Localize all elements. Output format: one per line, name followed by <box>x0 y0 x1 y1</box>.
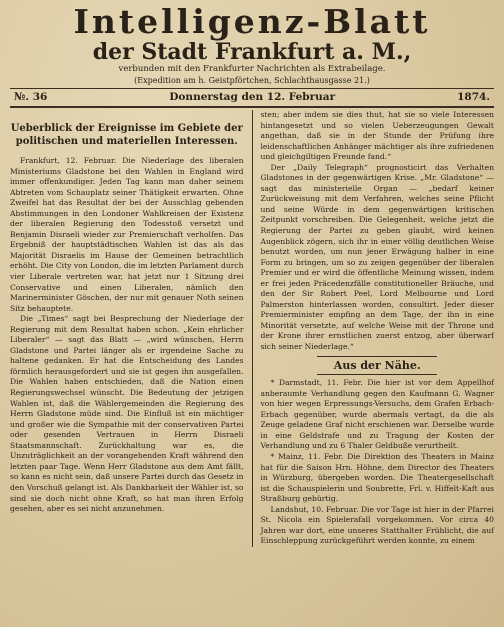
masthead-affiliation: verbunden mit den Frankfurter Nachrichten als Extrabeilage. <box>118 64 386 74</box>
issue-date: Donnerstag den 12. Februar <box>169 91 336 103</box>
article-paragraph: Frankfurt, 12. Februar. Die Niederlage des liberalen Ministeriums Gladstone bei den Wahlen in England wird immer offenkundiger. Jeden Tag kann man daher seinem Abtreten vom Schauplatz seiner Thätigkeit erwarten. Ohne Zweifel hat das Resultat der bei der Ausschlag gebenden Abstimmungen in den Londoner Wahlkreisen der Existenz der liberalen Regierung den Todesstoß versetzt und Benjamin Disraeli wieder zur Premierschaft verholfen. Das Ergebniß der hauptstädtischen Wahlen ist das als das Majorität Disraelis im Hause der Gemeinen betrachtlich erhöht. Die City von London, die im letzten Parlament durch vier Liberale vertreten war, hat jetzt nur 1 Sitzung drei Conservative und einen Liberalen, nämlich den Marinerminister Göschen, der nur mit genauer Noth seinen Sitz behauptete. <box>10 156 244 313</box>
left-column <box>10 110 244 547</box>
columns <box>10 110 494 547</box>
article-paragraph: Der „Daily Telegraph“ prognosticirt das Verhalten Gladstones in der gegenwärtigen Krise. „Mr. Gladstone“ — sagt das ministerielle Organ — „bedarf keiner Zurückweisung mit dem Verfahren, welches seine Pflicht und seine Würde in dem gegenwärtigen kritischen Zeitpunkt vorschreiben. Die Gelegenheit, welche jetzt die Regierung der Partei zu geben glaubt, wird keinen Augenblick zögern, sich ihr in einer völlig deutlichen Weise benutzt worden, um nun jener Erwägung halber in eine Form zu bringen, um so zu zeigen gegenüber der liberalen Premier und er wird die öffentliche Meinung wissen, indem er frei jeden Präcedenzfälle constitutioneller Bräuche, und den der Sir Robert Peel, Lord Melbourne und Lord Palmerston hinterlassen worden, consultirt. Jeder dieser Premierminister empfing an dem Tage, der ihn in eine Minorität versetzte, auf welche Weise mit der Throne und der Krone ihrer ernstlichen zuerst entzog, aber überwarf sich seiner Niederlage.“ <box>260 162 494 352</box>
article-paragraph: sten; aber indem sie dies thut, hat sie so viele Interessen hintangesetzt und so vielen Ueberzeugungen Gewalt angethan, daß sie in der Stunde der Prüfung ihre leidenschaftlichen Anhänger mächtiger als ihre zufriedenen und gleichgiltigen Freunde fand.“ <box>260 110 494 162</box>
section-separator <box>317 356 437 357</box>
newspaper-subtitle: der Stadt Frankfurt a. M., <box>92 39 412 65</box>
column-divider <box>252 110 253 547</box>
section-heading: Aus der Nähe. <box>333 358 421 372</box>
news-item: Landshut, 10. Februar. Die vor Tage ist hier in der Pfarrei St. Nicola ein Spielerafall vorgekommen. Vor circa 40 Jahren war dort, eine unseres Statthalter Frühlicht, die auf Einschleppung zurückgeführt werden konnte, zu einem <box>260 504 494 546</box>
issue-number: №. 36 <box>14 91 48 103</box>
right-column <box>260 110 494 547</box>
news-item: * Darmstadt, 11. Febr. Die hier ist vor dem Appellhof anberaumte Verhandlung gegen den Kaufmann G. Wagner von hier wegen Erpressungs-Versuchs, dem Grafen Erbach-Erbach gegenüber, wurde abermals vertagt, da die als Zeuge geladene Graf nicht erschienen war. Derselbe wurde in eine Geldstrafe und zu Tragung der Kosten der Verhandlung und zu 6 Thaler Geldbuße verurtheilt. <box>260 378 494 451</box>
news-item: * Mainz, 11. Febr. Die Direktion des Theaters in Mainz hat für die Saison Hrn. Höhne, dem Director des Theaters in Würzburg, übergeben worden. Die Theatergesellschaft ist die Schauspielerin und Soubrette, Frl. v. Hiffelt-Kaft aus Straßburg gebürtig. <box>260 451 494 504</box>
article-paragraph: Die „Times“ sagt bei Besprechung der Niederlage der Regierung mit dem Resultat haben schon. „Kein ehrlicher Liberaler“ — sagt das Blatt — „wird wünschen, Herrn Gladstone und Partei länger als er irgendeine Sache zu haltene gedanken. Er hat die Entscheidung des Landes förmlich herausgefordert und sie ist gegen ihn ausgefallen. Die Wahlen haben entschieden, daß die Nation einen Regierungswechsel wünscht. Die Bedeutung der jetzigen Wahlen ist, daß die Wählergemeinden die Regierung des Herrn Gladstone müde sind. Die Einfluß ist ein mächtiger und großer wie die Sympathie mit der conservativen Partei oder gesenden Vertrauen in Herrn Disraeli Staatsmannschaft. Zurückhaltung war es, die Unzuträglichkeit an der vorangehenden Kraft während den letzten paar Tage. Wenn Herr Gladstone aus dem Amt fällt, so kann es nicht sein, daß unsere Partei durch das Gesetz in den Vorschuß gelangt ist. Als Dankbarkeit der Wähler ist, so sind sie doch nicht ohne Kraft, so hat man ihren Erfolg gesehen, aber es sei nicht anzunehmen. <box>10 314 244 514</box>
issue-rule <box>10 106 494 108</box>
masthead <box>10 4 494 86</box>
issue-row <box>10 89 494 105</box>
masthead-expedition: (Expedition am h. Geistpförtchen, Schlachthausgasse 21.) <box>134 76 370 85</box>
section-separator <box>317 374 437 375</box>
issue-year: 1874. <box>457 91 490 103</box>
article-headline: Ueberblick der Ereignisse im Gebiete der politischen und materiellen Interessen. <box>10 123 243 147</box>
newspaper-title: Intelligenz-Blatt <box>73 2 431 41</box>
